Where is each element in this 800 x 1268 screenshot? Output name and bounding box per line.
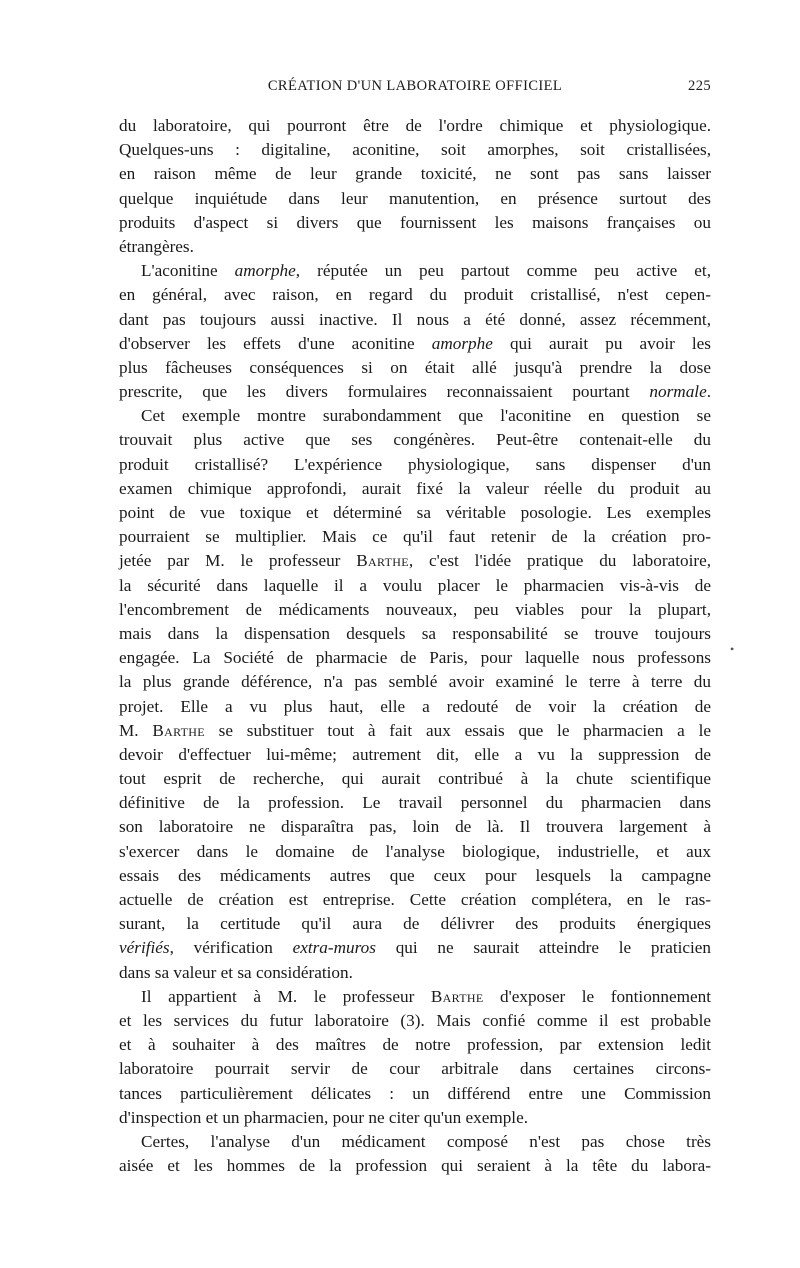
text-line: [119, 1082, 711, 1106]
text-run: la plus grande déférence, n'a pas semblé avoir examiné le terre à terre du: [119, 672, 711, 692]
page-header: [119, 74, 711, 100]
text-run: examen chimique approfondi, aurait fixé la valeur réelle du produit au: [119, 478, 711, 498]
text-run: du laboratoire, qui pourront être de l'ordre chimique et physiologique.: [119, 116, 711, 135]
text-run: tout esprit de recherche, qui aurait contribué à la chute scientifique: [119, 769, 711, 789]
text-line: [119, 525, 711, 549]
text-line: [119, 574, 711, 598]
text-run: L'aconitine: [141, 261, 235, 281]
text-run: point de vue toxique et déterminé sa véritable posologie. Les exemples: [119, 503, 711, 522]
text-line: [119, 1130, 711, 1154]
text-line: [119, 743, 711, 767]
text-line: [119, 501, 711, 525]
text-line: [119, 259, 711, 283]
text-run: Quelques-uns : digitaline, aconitine, soit amorphes, soit cristallisées,: [119, 140, 711, 160]
italic-text: extra-muros: [292, 938, 376, 958]
text-line: [119, 791, 711, 815]
text-run: devoir d'effectuer lui-même; autrement dit, elle a vu la suppression de: [119, 744, 711, 764]
text-line: [119, 888, 711, 912]
italic-text: amorphe: [234, 261, 296, 281]
text-line: [119, 211, 711, 235]
text-line: [119, 428, 711, 452]
small-caps-name: Barthe: [430, 986, 484, 1006]
margin-mark: •: [730, 642, 735, 656]
running-title: CRÉATION D'UN LABORATOIRE OFFICIEL: [267, 78, 563, 94]
text-run: d'inspection et un pharmacien, pour ne citer qu'un exemple.: [119, 1107, 529, 1127]
text-run: et à souhaiter à des maîtres de notre profession, par extension ledit: [119, 1035, 711, 1055]
text-line: [119, 1033, 711, 1057]
text-run: surant, la certitude qu'il aura de délivrer des produits énergiques: [119, 914, 711, 934]
text-run: quelque inquiétude dans leur manutention, en présence surtout des: [119, 188, 711, 208]
small-caps-name: Barthe: [152, 720, 205, 740]
book-page: [119, 74, 711, 1178]
text-line: [119, 138, 711, 162]
text-run: plus fâcheuses conséquences si on était allé jusqu'à prendre la dose: [119, 357, 711, 377]
text-run: son laboratoire ne disparaîtra pas, loin de là. Il trouvera largement à: [119, 817, 711, 837]
text-run: qui aurait pu avoir les: [492, 333, 711, 353]
text-run: étrangères.: [119, 236, 194, 256]
text-line: [119, 453, 711, 477]
text-line: [119, 549, 711, 573]
text-line: [119, 114, 711, 138]
text-run: dant pas toujours aussi inactive. Il nous a été donné, assez récemment,: [119, 309, 711, 329]
text-line: [119, 985, 711, 1009]
text-line: [119, 283, 711, 307]
text-line: [119, 162, 711, 186]
text-run: s'exercer dans le domaine de l'analyse biologique, industrielle, et aux: [119, 841, 711, 861]
text-run: en raison même de leur grande toxicité, ne sont pas sans laisser: [119, 164, 711, 184]
text-line: [119, 1057, 711, 1081]
text-run: d'observer les effets d'une aconitine: [119, 333, 432, 353]
text-run: l'encombrement de médicaments nouveaux, peu viables pour la plupart,: [119, 599, 711, 619]
text-run: Il appartient à M. le professeur: [141, 986, 431, 1006]
text-line: [119, 695, 711, 719]
text-run: actuelle de création est entreprise. Cette création complétera, en le ras-: [119, 890, 711, 909]
text-line: [119, 912, 711, 936]
text-run: , c'est l'idée pratique du laboratoire,: [408, 551, 711, 571]
text-run: produit cristallisé? L'expérience physiologique, sans dispenser d'un: [119, 454, 711, 474]
text-line: [119, 961, 711, 985]
text-line: [119, 404, 711, 428]
text-line: [119, 622, 711, 646]
text-line: [119, 308, 711, 332]
page-number: 225: [688, 78, 711, 94]
text-line: [119, 864, 711, 888]
text-run: produits d'aspect si divers que fournissent les maisons françaises ou: [119, 212, 711, 232]
text-line: [119, 1154, 711, 1178]
text-run: .: [706, 382, 711, 402]
text-run: engagée. La Société de pharmacie de Paris, pour laquelle nous professons: [119, 648, 711, 668]
text-run: la sécurité dans laquelle il a voulu placer le pharmacien vis-à-vis de: [119, 575, 711, 595]
text-run: laboratoire pourrait servir de cour arbitrale dans certaines circons-: [119, 1059, 711, 1079]
text-line: [119, 815, 711, 839]
text-line: [119, 719, 711, 743]
text-run: mais dans la dispensation desquels sa responsabilité se trouve toujours: [119, 623, 711, 643]
text-line: [119, 670, 711, 694]
text-run: aisée et les hommes de la profession qui seraient à la tête du labora-: [119, 1156, 711, 1176]
text-line: [119, 840, 711, 864]
text-run: en général, avec raison, en regard du produit cristallisé, n'est cepen-: [119, 285, 711, 305]
text-run: , réputée un peu partout comme peu active et,: [295, 261, 711, 281]
text-line: [119, 356, 711, 380]
text-line: [119, 646, 711, 670]
text-line: [119, 380, 711, 404]
text-run: projet. Elle a vu plus haut, elle a redouté de voir la création de: [119, 696, 711, 716]
text-run: M.: [119, 720, 153, 740]
text-line: [119, 1106, 711, 1130]
text-run: pourraient se multiplier. Mais ce qu'il faut retenir de la création pro-: [119, 527, 711, 547]
text-run: prescrite, que les divers formulaires reconnaissaient pourtant: [119, 382, 650, 402]
small-caps-name: Barthe: [356, 551, 409, 571]
text-run: essais des médicaments autres que ceux pour lesquels la campagne: [119, 865, 711, 885]
text-run: Certes, l'analyse d'un médicament composé n'est pas chose très: [141, 1131, 711, 1151]
text-run: tances particulièrement délicates : un différend entre une Commission: [119, 1083, 711, 1103]
text-run: , vérification: [169, 938, 293, 958]
text-run: se substituer tout à fait aux essais que le pharmacien a le: [204, 720, 711, 740]
text-line: [119, 936, 711, 960]
text-line: [119, 767, 711, 791]
text-run: d'exposer le fontionnement: [483, 986, 711, 1006]
text-line: [119, 332, 711, 356]
text-run: définitive de la profession. Le travail personnel du pharmacien dans: [119, 793, 711, 813]
italic-text: vérifiés: [119, 938, 170, 958]
text-run: dans sa valeur et sa considération.: [119, 962, 353, 982]
text-line: [119, 235, 711, 259]
text-line: [119, 598, 711, 622]
text-run: et les services du futur laboratoire (3). Mais confié comme il est probable: [119, 1010, 711, 1030]
text-run: Cet exemple montre surabondamment que l'aconitine en question se: [141, 406, 711, 426]
text-run: jetée par M. le professeur: [119, 551, 357, 571]
italic-text: normale: [649, 382, 707, 402]
italic-text: amorphe: [431, 333, 493, 353]
text-line: [119, 477, 711, 501]
text-line: [119, 187, 711, 211]
text-run: trouvait plus active que ses congénères. Peut-être contenait-elle du: [119, 430, 711, 450]
text-run: qui ne saurait atteindre le praticien: [375, 938, 711, 958]
body-text: [119, 114, 711, 1178]
text-line: [119, 1009, 711, 1033]
